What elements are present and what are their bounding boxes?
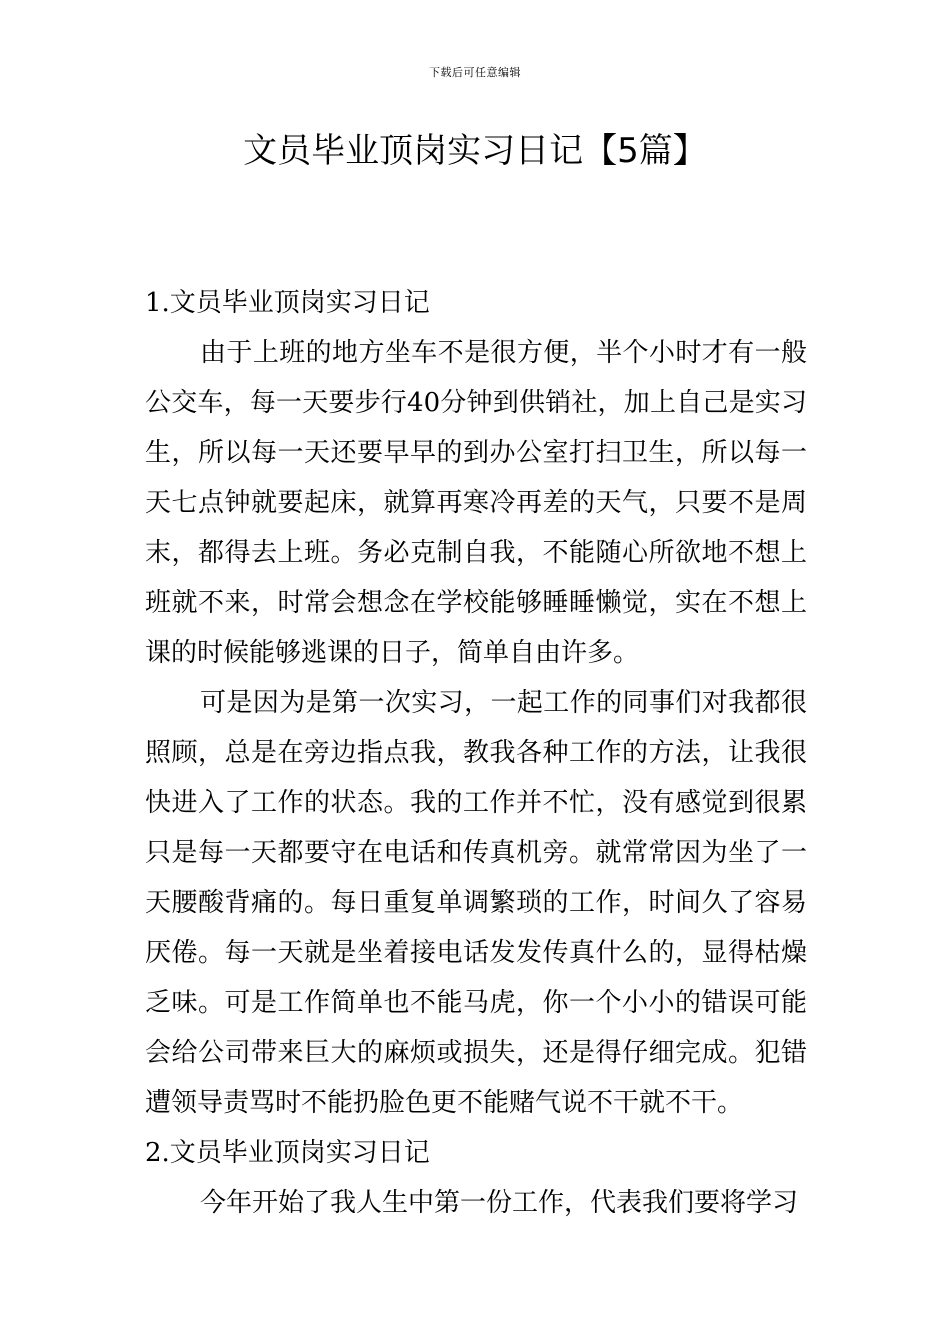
paragraph: 今年开始了我人生中第一份工作，代表我们要将学习: [200, 1188, 799, 1218]
paragraph: 可是因为是第一次实习，一起工作的同事们对我都很照顾，总是在旁边指点我，教我各种工作的方法，让我很快进入了工作的状态。我的工作并不忙，没有感觉到很累只是每一天都要守在电话和传真机旁。就常常因为坐了一天腰酸背痛的。每日重复单调繁琐的工作，时间久了容易厌倦。每一天就是坐着接电话发发传真什么的，显得枯燥乏味。可是工作简单也不能马虎，你一个小小的错误可能会给公司带来巨大的麻烦或损失，还是得仔细完成。犯错遭领导责骂时不能扔脸色更不能赌气说不干就不干。: [145, 688, 807, 1118]
section-heading-2: 2.文员毕业顶岗实习日记: [145, 1138, 430, 1168]
section-heading-1: 1.文员毕业顶岗实习日记: [145, 288, 430, 318]
header-note: 下载后可任意编辑: [429, 66, 521, 79]
paragraph: 由于上班的地方坐车不是很方便，半个小时才有一般公交车，每一天要步行40分钟到供销社，加上自己是实习生，所以每一天还要早早的到办公室打扫卫生，所以每一天七点钟就要起床，就算再寒冷再差的天气，只要不是周末，都得去上班。务必克制自我，不能随心所欲地不想上班就不来，时常会想念在学校能够睡睡懒觉，实在不想上课的时候能够逃课的日子，简单自由许多。: [145, 338, 807, 668]
document-title: 文员毕业顶岗实习日记【5篇】: [243, 131, 707, 171]
document-body: [145, 278, 807, 1228]
